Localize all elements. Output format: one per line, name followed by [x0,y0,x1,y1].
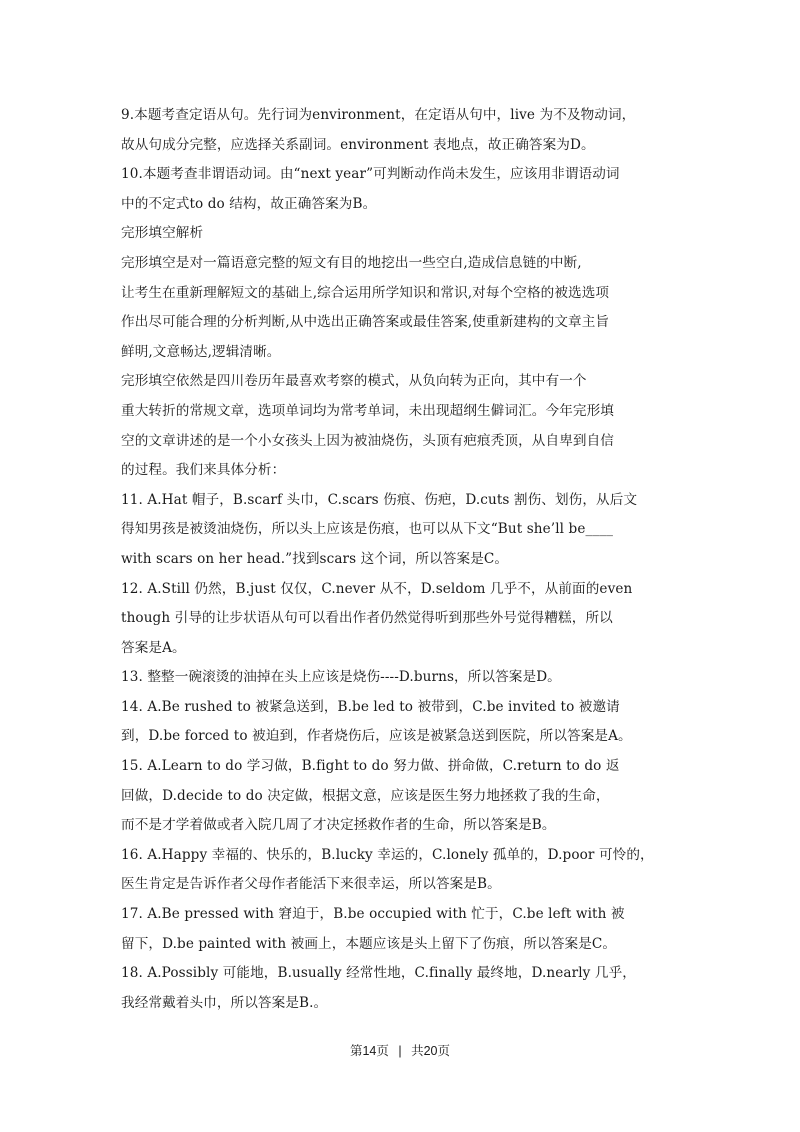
text-line: 到，D.be forced to 被迫到，作者烧伤后，应该是被紧急送到医院，所以答案是A。 [121,728,632,745]
text-line: 14. A.Be rushed to 被紧急送到，B.be led to 被带到，C.be invited to 被邀请 [121,698,620,715]
text-line: 中的不定式to do 结构，故正确答案为B。 [121,195,377,212]
text-line: 答案是A。 [121,639,186,656]
document-body [121,101,654,1018]
text-line: 18. A.Possibly 可能地，B.usually 经常性地，C.finally 最终地，D.nearly 几乎， [121,965,636,982]
text-line: 12. A.Still 仍然，B.just 仅仅，C.never 从不，D.seldom 几乎不，从前面的even [121,580,633,597]
text-line: 故从句成分完整，应选择关系副词。environment 表地点，故正确答案为D。 [121,136,595,153]
text-line: 16. A.Happy 幸福的、快乐的，B.lucky 幸运的，C.lonely 孤单的，D.poor 可怜的， [121,846,654,863]
text-line: 而不是才学着做或者入院几周了才决定拯救作者的生命，所以答案是B。 [121,817,556,834]
text-line: 的过程。我们来具体分析： [121,462,286,479]
text-line: 17. A.Be pressed with 窘迫于，B.be occupied with 忙于，C.be left with 被 [121,906,625,923]
text-line: 10.本题考查非谓语动词。由“next year”可判断动作尚未发生，应该用非谓语动词 [121,166,620,183]
text-line: 13. 整整一碗滚烫的油掉在头上应该是烧伤----D.burns，所以答案是D。 [121,669,561,686]
text-line: 空的文章讲述的是一个小女孩头上因为被油烧伤，头顶有疤痕秃顶，从自卑到自信 [121,432,614,449]
text-line: 作出尽可能合理的分析判断,从中选出正确答案或最佳答案,使重新建构的文章主旨 [121,314,610,331]
text-line: 鲜明,文意畅达,逻辑清晰。 [121,343,281,360]
total-pages-label: 共20页 [411,1044,451,1058]
text-line: 得知男孩是被烫油烧伤，所以头上应该是伤痕，也可以从下文“But she’ll be____ [121,521,614,538]
text-line: 留下，D.be painted with 被画上，本题应该是头上留下了伤痕，所以答案是C。 [121,935,617,952]
text-line: 完形填空依然是四川卷历年最喜欢考察的模式，从负向转为正向，其中有一个 [121,373,587,390]
text-line: 我经常戴着头巾，所以答案是B.。 [121,994,328,1011]
text-line: 15. A.Learn to do 学习做，B.fight to do 努力做、拼命做，C.return to do 返 [121,758,620,775]
text-line: 9.本题考查定语从句。先行词为environment，在定语从句中，live 为不及物动词， [121,107,636,123]
text-line: 重大转折的常规文章，选项单词均为常考单词，未出现超纲生僻词汇。今年完形填 [121,402,614,419]
current-page-label: 第14页 [349,1044,389,1058]
text-line: though 引导的让步状语从句可以看出作者仍然觉得听到那些外号觉得糟糕，所以 [121,610,613,627]
page-separator: | [398,1044,402,1058]
text-line: with scars on her head.”找到scars 这个词，所以答案是C。 [121,550,509,567]
text-line: 医生肯定是告诉作者父母作者能活下来很幸运，所以答案是B。 [121,876,501,893]
text-line: 完形填空是对一篇语意完整的短文有目的地挖出一些空白,造成信息链的中断, [121,254,582,271]
text-line: 完形填空解析 [121,225,204,242]
page-footer [0,1041,800,1059]
text-line: 让考生在重新理解短文的基础上,综合运用所学知识和常识,对每个空格的被选选项 [121,284,610,301]
text-line: 11. A.Hat 帽子，B.scarf 头巾，C.scars 伤痕、伤疤，D.cuts 割伤、划伤，从后文 [121,491,638,508]
text-line: 回做，D.decide to do 决定做，根据文意，应该是医生努力地拯救了我的生命， [121,787,610,804]
